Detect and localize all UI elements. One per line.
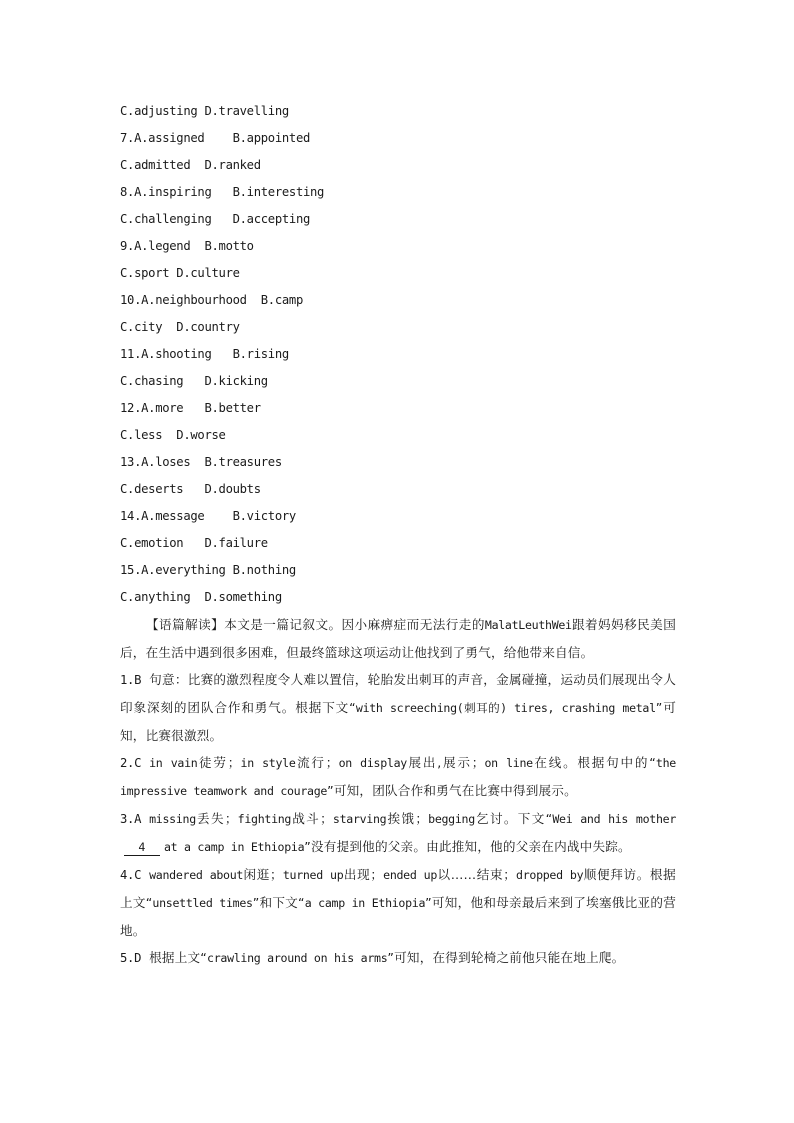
answer-5: 5.D 根据上文“crawling around on his arms”可知，在得到轮椅之前他只能在地上爬。 (120, 950, 625, 965)
answer-2: 2.C in vain徒劳；in style流行；on display展出,展示；on line在线。根据句中的“the impressive teamwork and courage”可知，团队合作和勇气在比赛中得到展示。 (120, 755, 676, 798)
option-list (120, 98, 676, 611)
option-line: 13.A.loses B.treasures (120, 455, 282, 469)
option-line: C.deserts D.doubts (120, 482, 261, 496)
answer-key: 2.C (120, 756, 142, 770)
option-line: C.adjusting D.travelling (120, 104, 289, 118)
answer-1: 1.B 句意：比赛的激烈程度令人难以置信，轮胎发出刺耳的声音，金属碰撞，运动员们展现出令人印象深刻的团队合作和勇气。根据下文“with screeching(刺耳的) tires, crashing metal”可知，比赛很激烈。 (120, 672, 677, 743)
answer-key: 4.C (120, 868, 142, 882)
answer-key: 5.D (120, 951, 142, 965)
passage-analysis: 【语篇解读】本文是一篇记叙文。因小麻痹症而无法行走的MalatLeuthWei跟着妈妈移民美国后，在生活中遇到很多困难，但最终篮球这项运动让他找到了勇气，给他带来自信。 (120, 617, 677, 660)
blank-number: 4 (124, 839, 160, 856)
option-line: C.sport D.culture (120, 266, 240, 280)
answer-key: 3.A (120, 812, 142, 826)
option-line: C.challenging D.accepting (120, 212, 311, 226)
document-page (120, 98, 676, 972)
option-line: 14.A.message B.victory (120, 509, 296, 523)
option-line: C.anything D.something (120, 590, 282, 604)
answer-key: 1.B (120, 673, 142, 687)
option-line: 7.A.assigned B.appointed (120, 131, 311, 145)
answer-4: 4.C wandered about闲逛；turned up出现；ended up以……结束；dropped by顺便拜访。根据上文“unsettled times”和下文“a camp in Ethiopia”可知，他和母亲最后来到了埃塞俄比亚的营地。 (120, 867, 676, 938)
option-line: 15.A.everything B.nothing (120, 563, 296, 577)
option-line: C.chasing D.kicking (120, 374, 268, 388)
analysis-heading: 【语篇解读】 (146, 617, 225, 632)
option-line: C.less D.worse (120, 428, 226, 442)
option-line: C.city D.country (120, 320, 240, 334)
answer-3: 3.A missing丢失；fighting战斗；starving挨饿；begging乞讨。下文“Wei and his mother4 at a camp in Ethiopia”没有提到他的父亲。由此推知，他的父亲在内战中失踪。 (120, 811, 677, 854)
option-line: C.admitted D.ranked (120, 158, 261, 172)
option-line: 10.A.neighbourhood B.camp (120, 293, 303, 307)
option-line: 8.A.inspiring B.interesting (120, 185, 325, 199)
option-line: 11.A.shooting B.rising (120, 347, 289, 361)
option-line: C.emotion D.failure (120, 536, 268, 550)
option-line: 9.A.legend B.motto (120, 239, 254, 253)
option-line: 12.A.more B.better (120, 401, 261, 415)
